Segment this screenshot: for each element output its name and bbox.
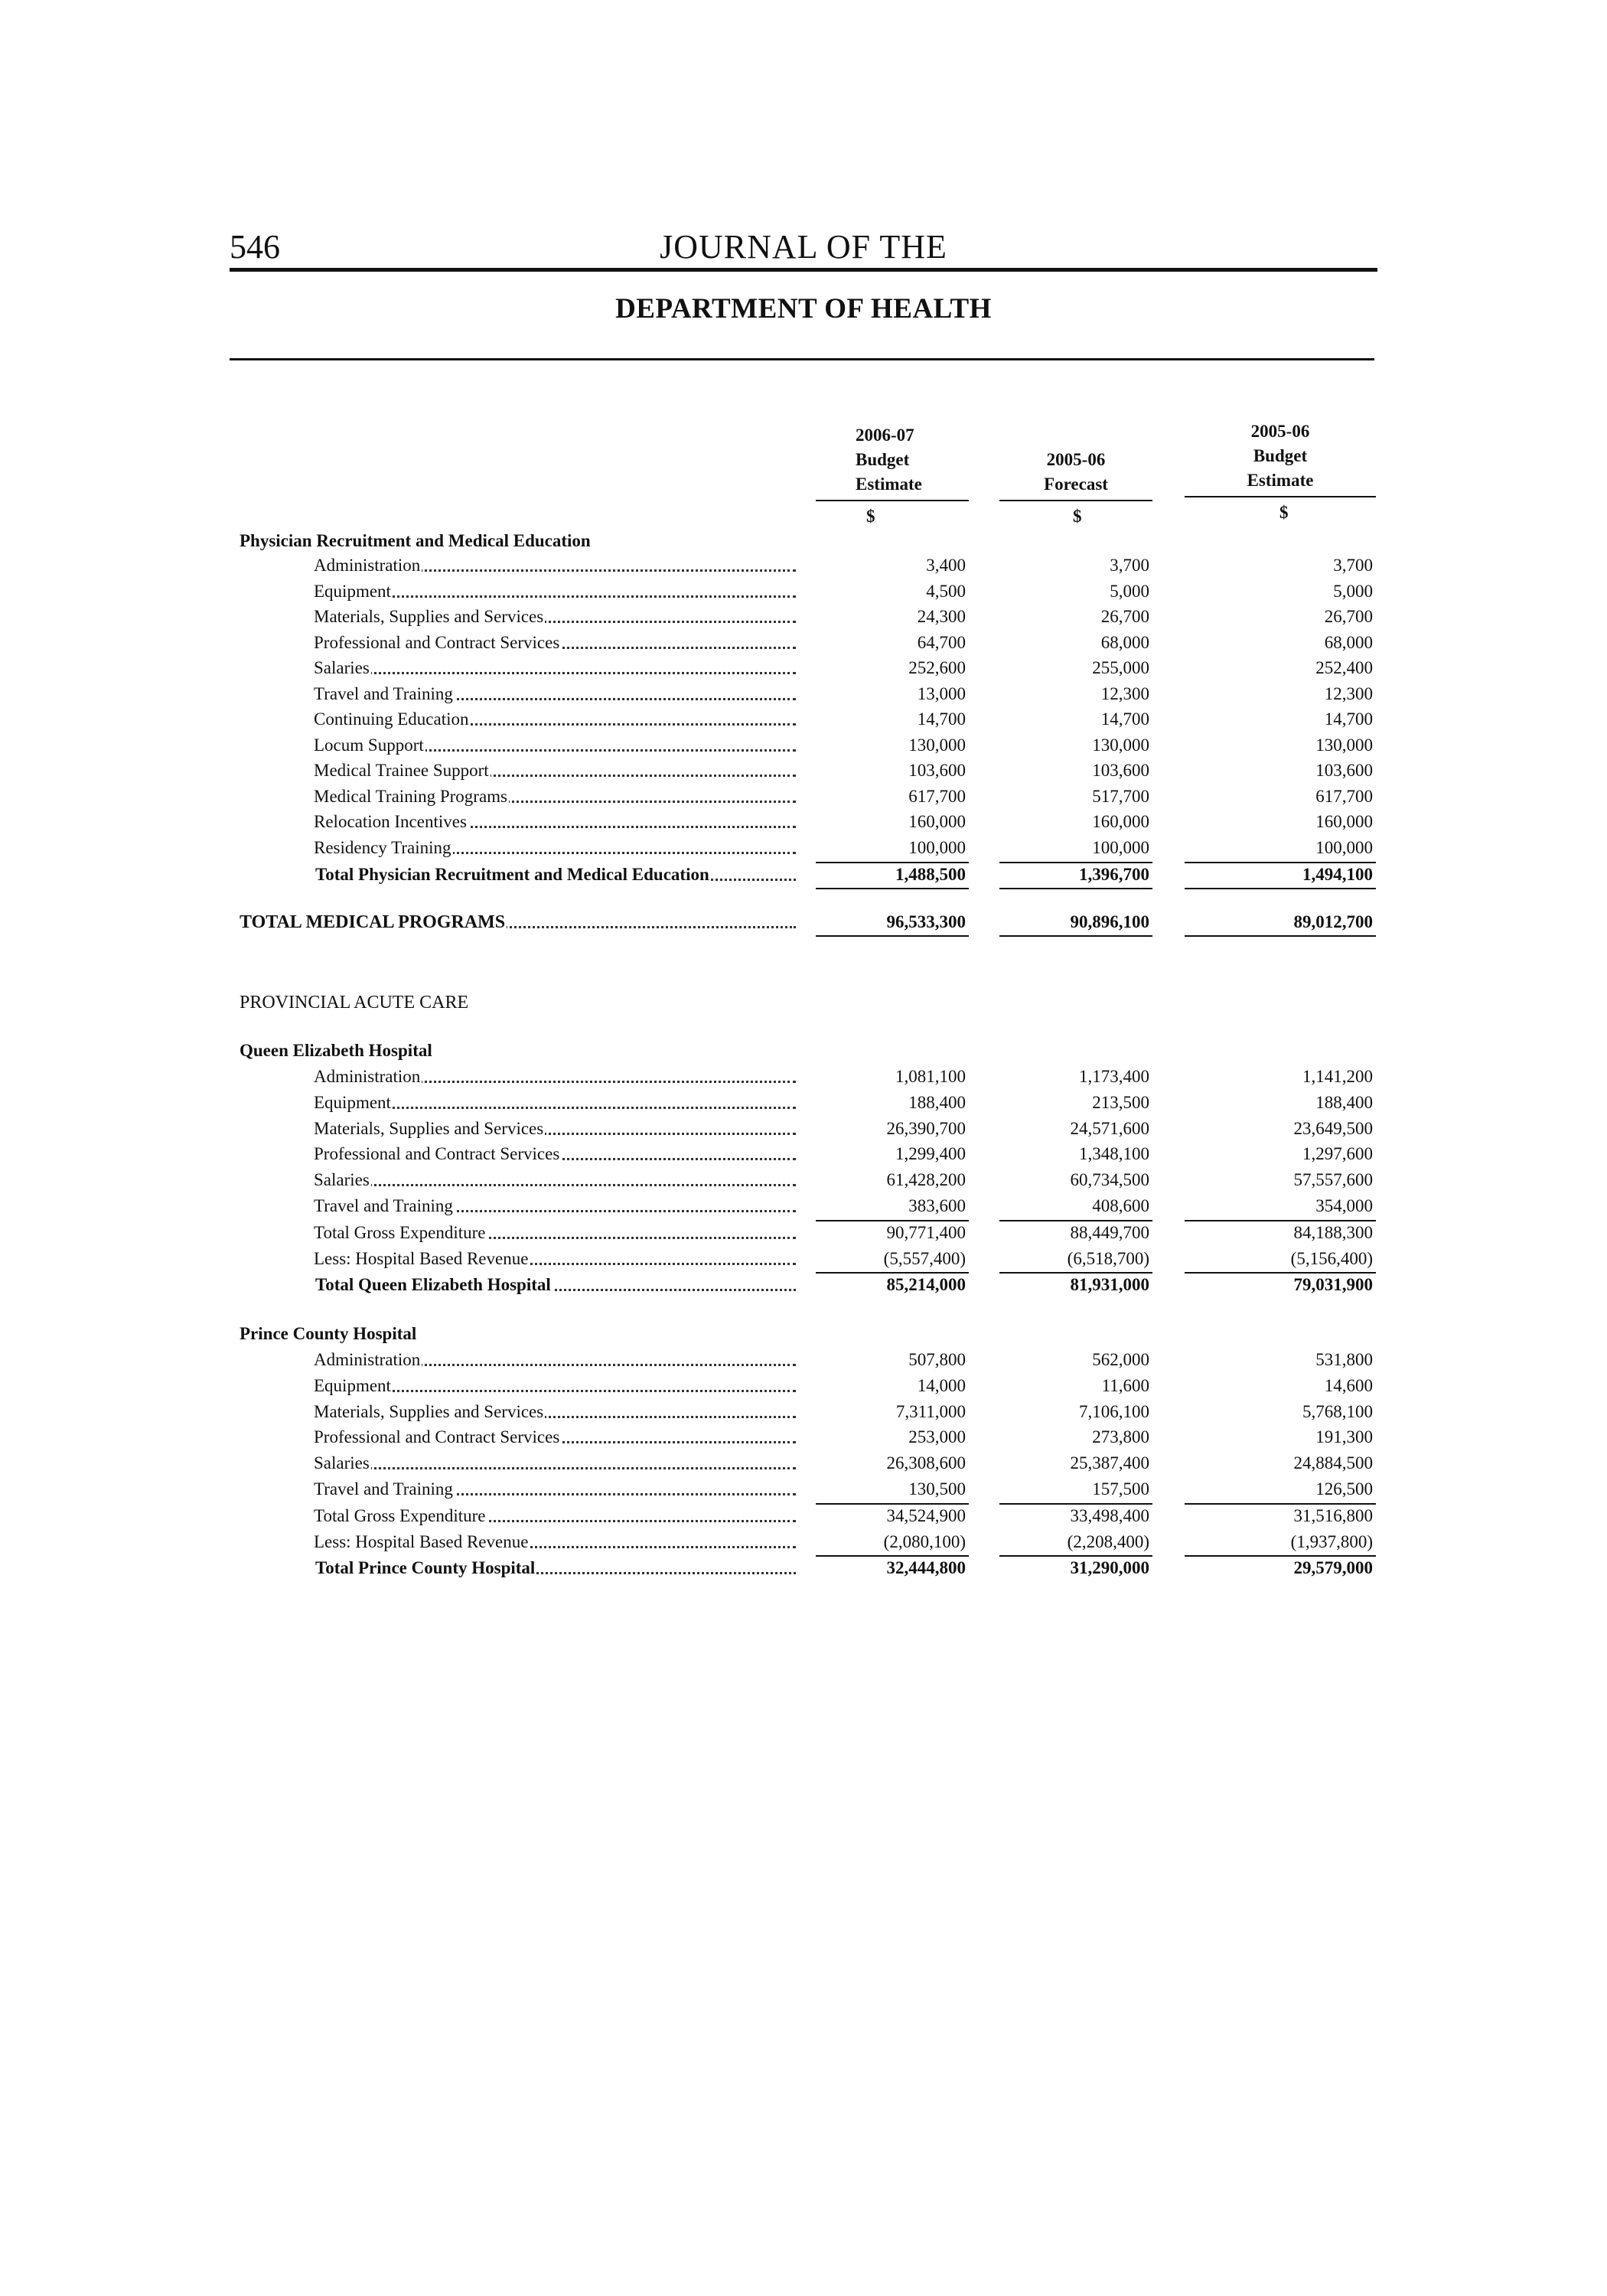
value-cell: 32,444,800 xyxy=(886,1558,966,1577)
section-heading-row xyxy=(0,1039,1607,1062)
dot-leader xyxy=(314,1467,796,1469)
section-heading: Physician Recruitment and Medical Education xyxy=(240,531,591,550)
value-cell: 12,300 xyxy=(1100,683,1149,703)
section-heading-row xyxy=(0,1322,1607,1345)
value-cell: 130,000 xyxy=(1315,735,1373,755)
value-cell: 160,000 xyxy=(1092,812,1149,831)
row-label-text: Residency Training xyxy=(314,837,451,857)
column-header-line: 2005-06 xyxy=(1250,422,1310,441)
value-cell: 3,400 xyxy=(926,556,966,575)
value-cell: 61,428,200 xyxy=(886,1170,966,1190)
value-cell: 1,081,100 xyxy=(895,1067,966,1086)
value-cell: 13,000 xyxy=(917,683,966,703)
table-row xyxy=(0,911,1607,934)
value-cell: 354,000 xyxy=(1315,1196,1373,1215)
value-cell: 100,000 xyxy=(1092,837,1149,857)
value-cell: 33,498,400 xyxy=(1070,1506,1149,1525)
row-label-text: Materials, Supplies and Services xyxy=(314,1401,544,1421)
row-label xyxy=(240,911,796,934)
table-row xyxy=(0,1195,1607,1218)
column-header-line: 2006-07 xyxy=(856,426,914,445)
value-cell: 103,600 xyxy=(908,761,966,780)
row-label-text: Relocation Incentives xyxy=(314,812,467,831)
value-cell: 68,000 xyxy=(1324,632,1373,652)
row-label xyxy=(314,1091,796,1114)
row-label-text: Medical Trainee Support xyxy=(314,761,489,780)
value-cell: 100,000 xyxy=(1315,837,1373,857)
row-label xyxy=(315,1274,796,1296)
value-cell: 1,348,100 xyxy=(1079,1144,1149,1164)
row-label-text: Less: Hospital Based Revenue xyxy=(314,1532,529,1551)
value-cell: 3,700 xyxy=(1333,556,1373,575)
value-cell: 5,000 xyxy=(1110,581,1149,601)
column-header-line: Estimate xyxy=(1247,471,1314,490)
value-cell: 79,031,900 xyxy=(1293,1275,1373,1294)
value-cell: 1,488,500 xyxy=(895,865,966,884)
underline-rule xyxy=(816,935,969,937)
table-row xyxy=(0,708,1607,731)
section-heading: Prince County Hospital xyxy=(240,1324,417,1343)
column-header-line: 2005-06 xyxy=(1046,450,1106,469)
value-cell: 7,311,000 xyxy=(895,1401,966,1421)
row-label-text: Administration xyxy=(314,1350,421,1369)
journal-title: JOURNAL OF THE xyxy=(660,228,947,266)
row-label-text: Salaries xyxy=(314,1170,370,1190)
value-cell: 24,571,600 xyxy=(1070,1118,1149,1138)
value-cell: 130,500 xyxy=(908,1479,966,1499)
value-cell: 96,533,300 xyxy=(886,912,966,931)
table-row xyxy=(0,1452,1607,1475)
value-cell: 562,000 xyxy=(1092,1350,1149,1369)
table-row xyxy=(0,1375,1607,1397)
row-label-text: Locum Support xyxy=(314,735,424,755)
table-row xyxy=(0,734,1607,757)
row-label xyxy=(314,1169,796,1192)
value-cell: (5,557,400) xyxy=(883,1249,966,1268)
section-heading: PROVINCIAL ACUTE CARE xyxy=(240,993,469,1013)
column-header-line: Estimate xyxy=(856,475,922,494)
row-label xyxy=(314,1531,796,1554)
table-row xyxy=(0,1426,1607,1449)
row-label xyxy=(314,1247,796,1270)
value-cell: 84,188,300 xyxy=(1293,1223,1373,1242)
row-label xyxy=(314,1221,796,1244)
value-cell: 26,308,600 xyxy=(886,1453,966,1473)
value-cell: 252,400 xyxy=(1315,658,1373,677)
row-label xyxy=(314,1195,796,1218)
value-cell: 12,300 xyxy=(1324,683,1373,703)
row-label xyxy=(314,837,796,859)
table-row xyxy=(0,1221,1607,1244)
value-cell: 160,000 xyxy=(908,812,966,831)
row-label-text: Professional and Contract Services xyxy=(314,632,560,652)
value-cell: 5,000 xyxy=(1333,581,1373,601)
value-cell: (2,080,100) xyxy=(883,1532,966,1551)
row-label-text: Administration xyxy=(314,1067,421,1086)
value-cell: 255,000 xyxy=(1092,658,1149,677)
section-heading: Queen Elizabeth Hospital xyxy=(240,1041,432,1060)
table-row xyxy=(0,554,1607,577)
value-cell: 100,000 xyxy=(908,837,966,857)
row-label-text: Equipment xyxy=(314,1375,391,1395)
value-cell: 24,884,500 xyxy=(1293,1453,1373,1473)
table-row xyxy=(0,683,1607,706)
row-label-text: Travel and Training xyxy=(314,683,453,703)
value-cell: 81,931,000 xyxy=(1070,1275,1149,1294)
value-cell: 31,516,800 xyxy=(1293,1506,1373,1525)
value-cell: 126,500 xyxy=(1315,1479,1373,1499)
value-cell: 14,700 xyxy=(917,709,966,729)
row-label xyxy=(314,1505,796,1528)
value-cell: 14,700 xyxy=(1100,709,1149,729)
table-row xyxy=(0,1505,1607,1528)
value-cell: 160,000 xyxy=(1315,812,1373,831)
row-label-text: Total Prince County Hospital xyxy=(315,1558,536,1577)
value-cell: 188,400 xyxy=(908,1092,966,1112)
value-cell: 252,600 xyxy=(908,658,966,677)
row-label-text: Administration xyxy=(314,556,421,575)
row-label xyxy=(314,785,796,808)
table-row xyxy=(0,1274,1607,1296)
row-label-text: Equipment xyxy=(314,581,391,601)
department-title: DEPARTMENT OF HEALTH xyxy=(615,293,992,325)
value-cell: 617,700 xyxy=(1315,786,1373,806)
row-label-text: Continuing Education xyxy=(314,709,469,729)
row-label-text: Salaries xyxy=(314,658,370,677)
row-label xyxy=(314,657,796,680)
table-row xyxy=(0,631,1607,654)
page-number: 546 xyxy=(230,228,280,266)
value-cell: 103,600 xyxy=(1092,761,1149,780)
table-row xyxy=(0,1349,1607,1371)
row-label xyxy=(314,631,796,654)
value-cell: 26,390,700 xyxy=(886,1118,966,1138)
value-cell: 517,700 xyxy=(1092,786,1149,806)
table-row xyxy=(0,1247,1607,1270)
row-label xyxy=(314,810,796,833)
underline-rule xyxy=(1185,888,1376,889)
value-cell: 90,771,400 xyxy=(886,1223,966,1242)
row-label-text: Total Gross Expenditure xyxy=(314,1223,486,1242)
row-label xyxy=(315,1557,796,1580)
row-label xyxy=(314,1426,796,1449)
row-label-text: Materials, Supplies and Services xyxy=(314,1118,544,1138)
value-cell: 253,000 xyxy=(908,1427,966,1447)
row-label-text: Medical Training Programs xyxy=(314,786,507,806)
row-label xyxy=(314,1401,796,1424)
row-label-text: Travel and Training xyxy=(314,1196,453,1215)
value-cell: 1,396,700 xyxy=(1079,865,1149,884)
row-label xyxy=(314,554,796,577)
row-label xyxy=(314,1143,796,1166)
row-label xyxy=(314,759,796,782)
value-cell: 14,600 xyxy=(1324,1375,1373,1395)
dot-leader xyxy=(314,672,796,674)
value-cell: 4,500 xyxy=(926,581,966,601)
table-row xyxy=(0,759,1607,782)
value-cell: 26,700 xyxy=(1100,607,1149,626)
value-cell: 68,000 xyxy=(1100,632,1149,652)
row-label-text: Less: Hospital Based Revenue xyxy=(314,1249,529,1268)
value-cell: 64,700 xyxy=(917,632,966,652)
column-header-line: Budget xyxy=(856,450,910,469)
row-label xyxy=(314,605,796,628)
row-label-text: Equipment xyxy=(314,1092,391,1112)
underline-rule xyxy=(999,935,1152,937)
dot-leader xyxy=(314,1184,796,1186)
value-cell: 29,579,000 xyxy=(1293,1558,1373,1577)
value-cell: 157,500 xyxy=(1092,1479,1149,1499)
row-label xyxy=(314,1452,796,1475)
value-cell: 408,600 xyxy=(1092,1196,1149,1215)
table-row xyxy=(0,1169,1607,1192)
currency-symbol: $ xyxy=(1279,503,1289,522)
value-cell: 1,494,100 xyxy=(1302,865,1373,884)
table-row xyxy=(0,657,1607,680)
value-cell: 1,173,400 xyxy=(1079,1067,1149,1086)
row-label-text: Total Physician Recruitment and Medical Education xyxy=(315,865,709,884)
column-header-line: Budget xyxy=(1253,446,1308,465)
row-label xyxy=(314,683,796,706)
value-cell: 3,700 xyxy=(1110,556,1149,575)
value-cell: 90,896,100 xyxy=(1070,912,1149,931)
value-cell: 11,600 xyxy=(1101,1375,1149,1395)
underline-rule xyxy=(1185,935,1376,937)
value-cell: 88,449,700 xyxy=(1070,1223,1149,1242)
row-label xyxy=(314,1478,796,1501)
row-label xyxy=(314,1375,796,1397)
underline-rule xyxy=(999,888,1152,889)
section-heading-row xyxy=(0,991,1607,1014)
section-heading-row xyxy=(0,530,1607,553)
table-row xyxy=(0,863,1607,886)
value-cell: 213,500 xyxy=(1092,1092,1149,1112)
value-cell: 25,387,400 xyxy=(1070,1453,1149,1473)
row-label-text: Total Gross Expenditure xyxy=(314,1506,486,1525)
row-label xyxy=(314,580,796,603)
value-cell: (6,518,700) xyxy=(1067,1249,1149,1268)
column-header-line: Forecast xyxy=(1044,475,1108,494)
row-label-text: TOTAL MEDICAL PROGRAMS xyxy=(240,912,506,932)
value-cell: 57,557,600 xyxy=(1293,1170,1373,1190)
value-cell: 1,299,400 xyxy=(895,1144,966,1164)
row-label xyxy=(314,708,796,731)
value-cell: 617,700 xyxy=(908,786,966,806)
table-row xyxy=(0,1478,1607,1501)
row-label xyxy=(314,1065,796,1088)
row-label xyxy=(315,863,796,886)
value-cell: 1,297,600 xyxy=(1302,1144,1373,1164)
value-cell: 273,800 xyxy=(1092,1427,1149,1447)
row-label xyxy=(314,734,796,757)
table-row xyxy=(0,1531,1607,1554)
row-label-text: Salaries xyxy=(314,1453,370,1473)
table-row xyxy=(0,810,1607,833)
value-cell: 191,300 xyxy=(1315,1427,1373,1447)
value-cell: 14,700 xyxy=(1324,709,1373,729)
value-cell: 26,700 xyxy=(1324,607,1373,626)
table-row xyxy=(0,1065,1607,1088)
table-row xyxy=(0,1143,1607,1166)
value-cell: 14,000 xyxy=(917,1375,966,1395)
value-cell: 34,524,900 xyxy=(886,1506,966,1525)
row-label xyxy=(314,1117,796,1140)
table-row xyxy=(0,605,1607,628)
table-row xyxy=(0,580,1607,603)
value-cell: 89,012,700 xyxy=(1293,912,1373,931)
value-cell: 60,734,500 xyxy=(1070,1170,1149,1190)
table-row xyxy=(0,785,1607,808)
row-label-text: Materials, Supplies and Services xyxy=(314,607,544,626)
value-cell: 23,649,500 xyxy=(1293,1118,1373,1138)
value-cell: 31,290,000 xyxy=(1070,1558,1149,1577)
value-cell: 24,300 xyxy=(917,607,966,626)
value-cell: 531,800 xyxy=(1315,1350,1373,1369)
underline-rule xyxy=(816,888,969,889)
value-cell: (5,156,400) xyxy=(1290,1249,1373,1268)
table-row xyxy=(0,1401,1607,1424)
value-cell: 85,214,000 xyxy=(886,1275,966,1294)
row-label xyxy=(314,1349,796,1371)
value-cell: 7,106,100 xyxy=(1079,1401,1149,1421)
currency-symbol: $ xyxy=(866,507,875,526)
table-row xyxy=(0,837,1607,859)
table-row xyxy=(0,1117,1607,1140)
value-cell: 507,800 xyxy=(908,1350,966,1369)
value-cell: 5,768,100 xyxy=(1302,1401,1373,1421)
value-cell: (2,208,400) xyxy=(1067,1532,1149,1551)
value-cell: 130,000 xyxy=(1092,735,1149,755)
value-cell: (1,937,800) xyxy=(1290,1532,1373,1551)
currency-symbol: $ xyxy=(1073,507,1082,526)
value-cell: 130,000 xyxy=(908,735,966,755)
value-cell: 1,141,200 xyxy=(1302,1067,1373,1086)
table-row xyxy=(0,1091,1607,1114)
row-label-text: Professional and Contract Services xyxy=(314,1427,560,1447)
value-cell: 383,600 xyxy=(908,1196,966,1215)
value-cell: 103,600 xyxy=(1315,761,1373,780)
row-label-text: Total Queen Elizabeth Hospital xyxy=(315,1275,551,1294)
row-label-text: Travel and Training xyxy=(314,1479,453,1499)
value-cell: 188,400 xyxy=(1315,1092,1373,1112)
row-label-text: Professional and Contract Services xyxy=(314,1144,560,1164)
table-row xyxy=(0,1557,1607,1580)
